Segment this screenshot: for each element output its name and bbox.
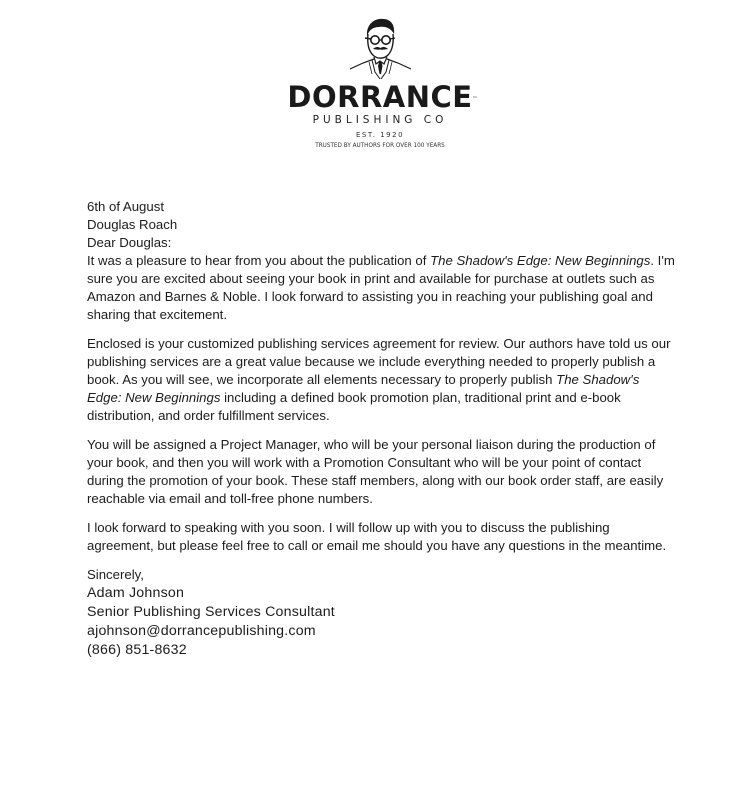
letter-date: 6th of August (87, 199, 164, 214)
established-year: EST. 1920 (355, 131, 405, 139)
signature-block (87, 584, 677, 660)
brand-subtitle: PUBLISHING CO (312, 114, 448, 126)
paragraph-2-text: Enclosed is your customized publishing services agreement for review. Our authors have told us our publishing services are a great value because we include everything needed to properly publish a book. As you will see, we incorporate all elements necessary to properly publish (87, 336, 671, 387)
salutation: Dear Douglas: (87, 235, 172, 250)
signer-email[interactable]: ajohnson@dorrancepublishing.com (87, 623, 316, 639)
brand-name (280, 82, 480, 112)
company-logo (280, 14, 480, 150)
book-title: The Shadow's Edge: New Beginnings (87, 372, 640, 405)
tagline: TRUSTED BY AUTHORS FOR OVER 100 YEARS (315, 142, 445, 149)
signer-name: Adam Johnson (87, 585, 185, 601)
closing: Sincerely, (87, 567, 144, 582)
book-title: The Shadow's Edge: New Beginnings (430, 253, 651, 268)
paragraph-2 (87, 335, 677, 425)
paragraph-3: You will be assigned a Project Manager, who will be your personal liaison during the production of your book, and then you will work with a Promotion Consultant who will be your point of contact during the promotion of your book. These staff members, along with our book order staff, are easily reachable via email and toll-free phone numbers. (87, 437, 664, 506)
trademark-symbol: ™ (472, 96, 478, 102)
letter-body (87, 198, 677, 660)
paragraph-2-text-cont: including a defined book promotion plan, traditional print and e-book distribution, and order fulfillment services. (87, 390, 621, 423)
signer-phone[interactable]: (866) 851-8632 (87, 642, 187, 658)
paragraph-1-text: It was a pleasure to hear from you about the publication of (87, 253, 431, 268)
paragraph-1 (87, 252, 677, 324)
paragraph-4: I look forward to speaking with you soon. I will follow up with you to discuss the publishing agreement, but please feel free to call or email me should you have any questions in the meantime. (87, 520, 667, 553)
portrait-icon (345, 14, 415, 80)
signer-title: Senior Publishing Services Consultant (87, 604, 335, 620)
brand-name-text: DORRANCE (287, 80, 473, 114)
recipient-name: Douglas Roach (87, 217, 178, 232)
paragraph-1-text-cont: . I'm sure you are excited about seeing your book in print and available for purchase at outlets such as Amazon and Barnes & Noble. I look forward to assisting you in reaching your publishing goal and sharing that excitement. (87, 253, 675, 322)
